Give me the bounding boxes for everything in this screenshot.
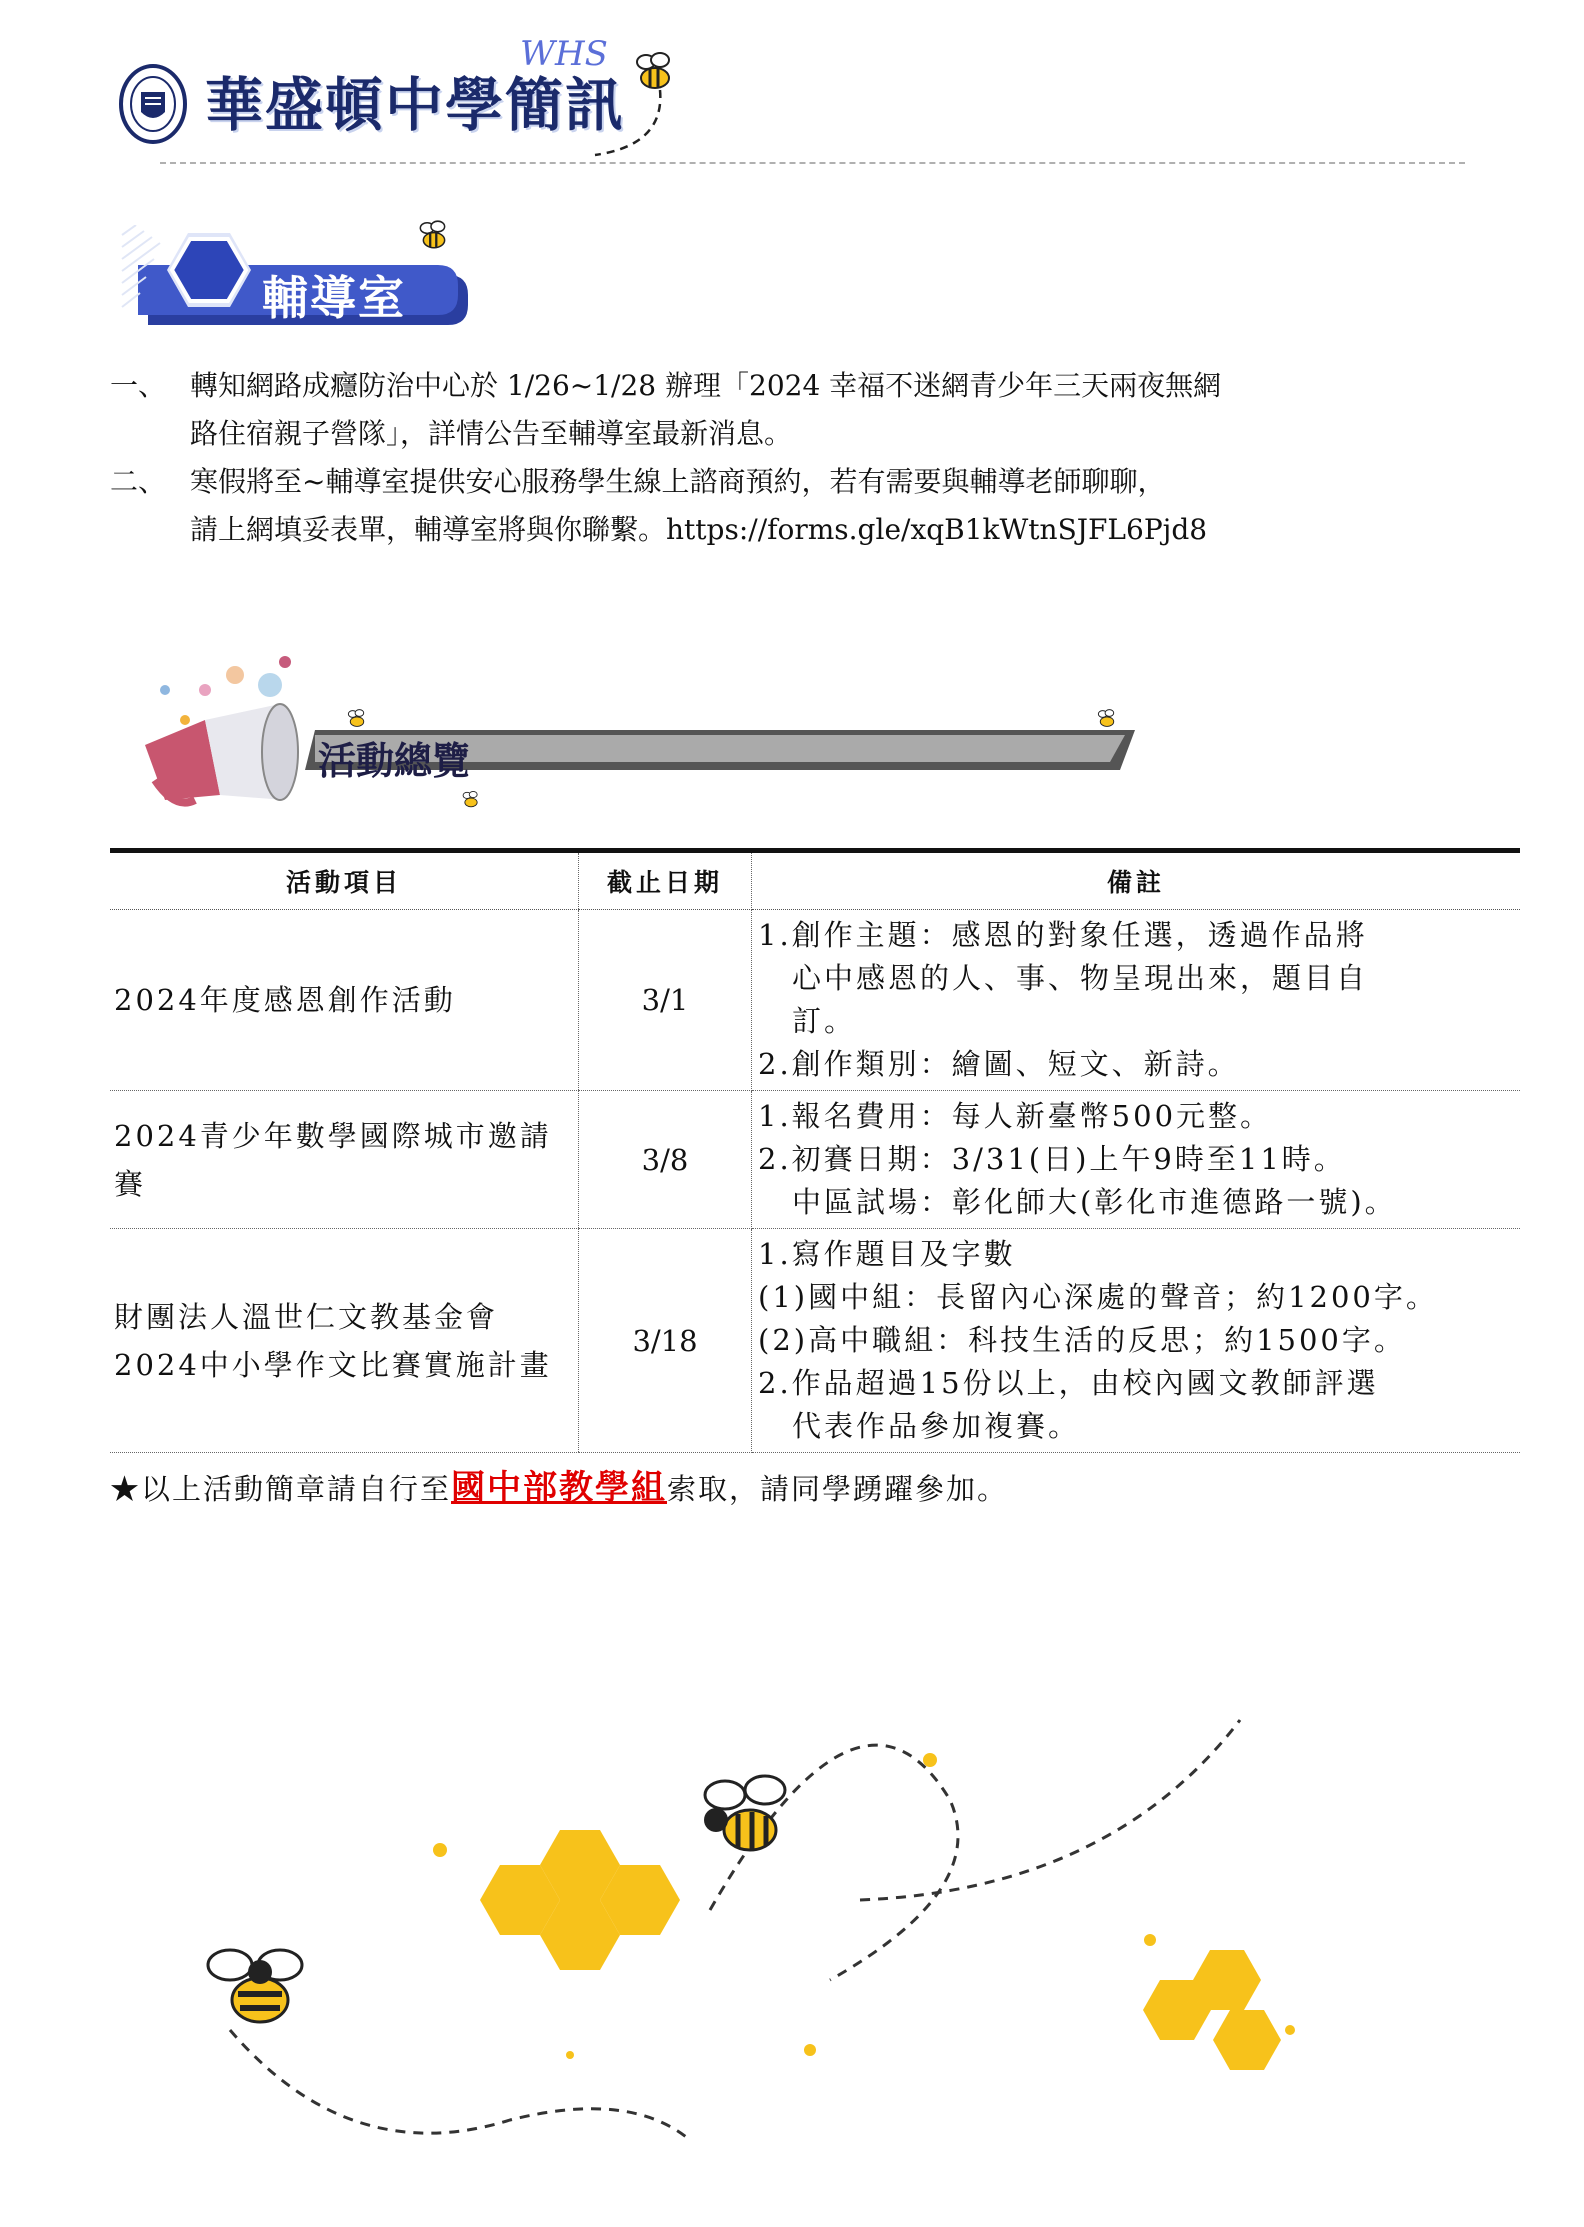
activity-remarks bbox=[752, 910, 1521, 1091]
header-deadline: 截止日期 bbox=[579, 851, 752, 910]
bee-honeycomb-decoration bbox=[150, 1700, 1450, 2150]
honeycomb-icon bbox=[1143, 1950, 1281, 2070]
remark-line: 2.創作類別：繪圖、短文、新詩。 bbox=[758, 1047, 1240, 1081]
activity-name: 2024青少年數學國際城市邀請賽 bbox=[110, 1091, 579, 1229]
counseling-section-label: 輔導室 bbox=[262, 271, 406, 325]
remark-line: (2)高中職組：科技生活的反思；約1500字。 bbox=[758, 1323, 1406, 1357]
bee-icon bbox=[345, 708, 369, 730]
remark-line: 1.寫作題目及字數 bbox=[758, 1237, 1016, 1271]
activity-overview-banner bbox=[125, 650, 1145, 830]
notice-item-2 bbox=[110, 458, 1480, 554]
bee-icon bbox=[415, 218, 453, 254]
header-remarks: 備註 bbox=[752, 851, 1521, 910]
footer-note bbox=[110, 1460, 1008, 1509]
bee-icon bbox=[208, 1950, 302, 2022]
notice-number: 一、 bbox=[110, 369, 167, 402]
remark-line: 2.初賽日期：3/31(日)上午9時至11時。 bbox=[758, 1142, 1346, 1176]
remark-line: 中區試場：彰化師大(彰化市進德路一號)。 bbox=[792, 1185, 1397, 1219]
table-row bbox=[110, 1229, 1520, 1453]
activity-section-label: 活動總覽 bbox=[318, 739, 471, 783]
activity-name: 2024年度感恩創作活動 bbox=[110, 910, 579, 1091]
bee-icon bbox=[460, 790, 482, 810]
notice-item-1 bbox=[110, 362, 1480, 458]
activity-deadline: 3/8 bbox=[579, 1091, 752, 1229]
activity-table bbox=[110, 848, 1520, 1453]
table-row bbox=[110, 1091, 1520, 1229]
table-row bbox=[110, 910, 1520, 1091]
whs-mark: WHS bbox=[520, 34, 608, 74]
header-divider bbox=[160, 162, 1465, 164]
remark-line: 心中感恩的人、事、物呈現出來，題目自 bbox=[792, 961, 1369, 995]
notice-text: 寒假將至~輔導室提供安心服務學生線上諮商預約，若有需要與輔導老師聊聊， bbox=[190, 465, 1166, 498]
honeycomb-icon bbox=[480, 1830, 680, 1970]
notice-number: 二、 bbox=[110, 465, 167, 498]
activity-remarks bbox=[752, 1091, 1521, 1229]
bee-icon bbox=[704, 1776, 785, 1850]
remark-line: (1)國中組：長留內心深處的聲音；約1200字。 bbox=[758, 1280, 1438, 1314]
remark-line: 2.作品超過15份以上，由校內國文教師評選 bbox=[758, 1366, 1379, 1400]
remark-line: 訂。 bbox=[792, 1004, 857, 1038]
activity-deadline: 3/1 bbox=[579, 910, 752, 1091]
newsletter-title: 華盛頓中學簡訊 bbox=[205, 71, 626, 139]
activity-name: 財團法人溫世仁文教基金會2024中小學作文比賽實施計畫 bbox=[110, 1229, 579, 1453]
notice-text-continued: 請上網填妥表單，輔導室將與你聯繫。https://forms.gle/xqB1kWtnSJFL6Pjd8 bbox=[190, 513, 1208, 546]
footer-prefix: ★以上活動簡章請自行至 bbox=[110, 1472, 452, 1506]
remark-line: 1.報名費用：每人新臺幣500元整。 bbox=[758, 1099, 1273, 1133]
footer-highlight: 國中部教學組 bbox=[451, 1468, 668, 1508]
notice-text: 轉知網路成癮防治中心於 1/26~1/28 辦理「2024 幸福不迷網青少年三天兩夜無網 bbox=[190, 369, 1222, 402]
school-crest-icon bbox=[118, 62, 188, 146]
header-activity-item: 活動項目 bbox=[110, 851, 579, 910]
table-header-row bbox=[110, 851, 1520, 910]
remark-line: 1.創作主題：感恩的對象任選，透過作品將 bbox=[758, 918, 1368, 952]
activity-remarks bbox=[752, 1229, 1521, 1453]
bee-icon bbox=[1095, 708, 1119, 730]
notice-text-continued: 路住宿親子營隊」，詳情公告至輔導室最新消息。 bbox=[190, 417, 793, 450]
dashed-flight-path bbox=[590, 85, 670, 160]
footer-suffix: 索取，請同學踴躍參加。 bbox=[667, 1472, 1009, 1506]
activity-deadline: 3/18 bbox=[579, 1229, 752, 1453]
remark-line: 代表作品參加複賽。 bbox=[792, 1409, 1081, 1443]
